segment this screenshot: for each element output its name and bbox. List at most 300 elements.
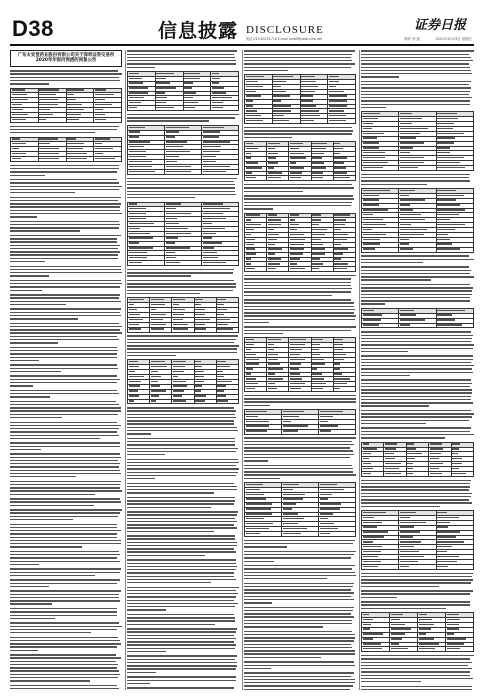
illegible-text-line (10, 618, 55, 619)
illegible-text-line (127, 590, 236, 591)
illegible-text-line (127, 600, 234, 601)
illegible-text-line (10, 685, 117, 686)
illegible-text-line (10, 509, 122, 510)
illegible-text-line (127, 511, 238, 512)
illegible-text-line (244, 672, 354, 673)
table-cell (66, 117, 94, 122)
illegible-text-line (244, 395, 356, 396)
illegible-text-line (244, 130, 353, 131)
illegible-text-line (361, 386, 470, 387)
illegible-text-line (127, 178, 237, 179)
text-paragraph (127, 687, 239, 690)
illegible-text-line (127, 120, 209, 121)
text-paragraph (127, 437, 239, 457)
illegible-text-line (127, 423, 234, 424)
illegible-text-line (244, 610, 353, 611)
illegible-text-line (361, 300, 470, 301)
table-row (362, 647, 474, 652)
illegible-text-line (127, 542, 237, 543)
illegible-text-line (361, 604, 470, 605)
illegible-text-line (127, 651, 166, 652)
illegible-text-line (244, 205, 351, 206)
table-cell (282, 429, 319, 434)
data-table (361, 111, 474, 171)
illegible-text-line (10, 77, 119, 78)
illegible-text-line (127, 417, 236, 418)
illegible-text-line (10, 425, 121, 426)
illegible-text-line (127, 492, 214, 493)
illegible-text-line (10, 83, 49, 84)
illegible-text-line (10, 132, 95, 133)
illegible-text-line (127, 462, 239, 463)
illegible-text-line (127, 286, 236, 287)
illegible-text-line (10, 516, 118, 517)
illegible-text-line (244, 333, 283, 334)
illegible-text-line (10, 527, 117, 528)
editor-credit: 制作 李 波 (404, 37, 420, 41)
illegible-text-line (127, 194, 236, 195)
illegible-text-line (10, 422, 117, 423)
illegible-text-line (127, 414, 235, 415)
table-cell (267, 176, 289, 181)
illegible-text-line (244, 398, 356, 399)
illegible-text-line (361, 177, 469, 178)
illegible-text-line (10, 530, 121, 531)
text-paragraph (10, 322, 122, 345)
illegible-text-line (10, 357, 117, 358)
illegible-text-line (10, 575, 95, 576)
illegible-text-line (10, 603, 52, 604)
illegible-text-line (127, 272, 233, 273)
text-paragraph (10, 509, 122, 522)
illegible-text-line (361, 597, 397, 598)
table-cell (282, 532, 319, 537)
table-cell (211, 106, 239, 111)
illegible-text-line (244, 650, 355, 651)
illegible-text-line (10, 210, 120, 211)
column-1-body (10, 70, 122, 690)
table-row (128, 169, 239, 174)
table-cell (328, 119, 356, 124)
illegible-text-line (127, 465, 236, 466)
illegible-text-line (361, 579, 473, 580)
text-paragraph (10, 453, 122, 479)
text-paragraph (244, 464, 356, 480)
data-table (361, 612, 474, 652)
illegible-text-line (361, 351, 408, 352)
illegible-text-line (244, 676, 351, 677)
illegible-text-line (10, 248, 118, 249)
illegible-text-line (10, 460, 118, 461)
illegible-text-line (127, 662, 237, 663)
illegible-text-line (10, 457, 121, 458)
data-table (127, 71, 239, 111)
masthead (10, 10, 474, 46)
illegible-text-line (361, 499, 469, 500)
illegible-text-line (10, 646, 117, 647)
illegible-text-line (10, 561, 120, 562)
text-paragraph (127, 482, 239, 495)
text-paragraph (10, 400, 122, 420)
illegible-text-line (10, 329, 120, 330)
illegible-text-line (10, 197, 121, 198)
illegible-text-line (127, 489, 237, 490)
text-paragraph (10, 179, 122, 195)
illegible-text-line (361, 379, 471, 380)
data-table (361, 188, 474, 253)
illegible-text-line (127, 569, 236, 570)
illegible-text-line (361, 655, 474, 656)
text-paragraph (361, 590, 474, 600)
data-table (127, 202, 239, 267)
text-paragraph (361, 601, 474, 611)
illegible-text-line (127, 587, 239, 588)
illegible-text-line (244, 665, 355, 666)
illegible-text-line (361, 383, 472, 384)
illegible-text-line (10, 512, 120, 513)
illegible-text-line (10, 438, 100, 439)
text-paragraph (244, 326, 356, 336)
text-paragraph (361, 655, 474, 684)
text-paragraph (244, 551, 356, 564)
illegible-text-line (10, 640, 120, 641)
illegible-text-line (244, 546, 287, 547)
illegible-text-line (10, 572, 120, 573)
illegible-text-line (244, 557, 351, 558)
illegible-text-line (361, 338, 472, 339)
text-paragraph (10, 636, 122, 652)
illegible-text-line (10, 375, 117, 376)
table-cell (362, 472, 384, 477)
illegible-text-line (10, 368, 118, 369)
text-paragraph (127, 50, 239, 70)
table-cell (319, 532, 356, 537)
illegible-text-line (127, 507, 211, 508)
illegible-text-line (10, 280, 121, 281)
illegible-text-line (127, 483, 234, 484)
illegible-text-line (361, 658, 470, 659)
illegible-text-line (10, 385, 33, 386)
text-paragraph (361, 284, 474, 307)
illegible-text-line (10, 326, 122, 327)
illegible-text-line (244, 647, 352, 648)
data-table (127, 125, 239, 175)
illegible-text-line (10, 637, 118, 638)
text-paragraph (244, 582, 356, 605)
illegible-text-line (10, 179, 117, 180)
illegible-text-line (244, 295, 332, 296)
illegible-text-line (10, 304, 66, 305)
illegible-text-line (10, 476, 76, 477)
illegible-text-line (361, 54, 469, 55)
illegible-text-line (10, 680, 90, 681)
illegible-text-line (361, 290, 472, 291)
illegible-text-line (10, 568, 121, 569)
text-paragraph (361, 81, 474, 110)
text-paragraph (10, 551, 122, 567)
illegible-text-line (127, 468, 239, 469)
data-table (244, 337, 356, 392)
table-cell (245, 267, 267, 272)
table-cell (429, 472, 451, 477)
illegible-text-line (127, 433, 151, 434)
illegible-text-line (127, 648, 235, 649)
text-paragraph (244, 672, 356, 690)
illegible-text-line (361, 348, 473, 349)
text-paragraph (127, 280, 239, 296)
data-table (244, 74, 356, 124)
text-paragraph (10, 480, 122, 496)
illegible-text-line (10, 70, 118, 71)
illegible-text-line (361, 60, 473, 61)
illegible-text-line (244, 478, 280, 479)
illegible-text-line (244, 626, 323, 627)
table-cell (362, 647, 390, 652)
illegible-text-line (244, 637, 355, 638)
text-paragraph (361, 331, 474, 354)
illegible-text-line (127, 641, 234, 642)
table-cell (216, 327, 238, 332)
illegible-text-line (10, 615, 117, 616)
column-3-body (244, 50, 356, 690)
illegible-text-line (10, 657, 121, 658)
illegible-text-line (361, 104, 470, 105)
table-row (245, 532, 356, 537)
illegible-text-line (244, 312, 354, 313)
table-cell (66, 157, 94, 162)
illegible-text-line (244, 682, 355, 683)
illegible-text-line (10, 540, 121, 541)
text-paragraph (10, 622, 122, 635)
illegible-text-line (244, 133, 352, 134)
illegible-text-line (127, 596, 236, 597)
illegible-text-line (244, 137, 292, 138)
data-table (244, 141, 356, 181)
table-cell (446, 647, 474, 652)
table-row (128, 261, 239, 266)
illegible-text-line (10, 579, 120, 580)
illegible-text-line (244, 282, 351, 283)
illegible-text-line (10, 407, 121, 408)
table-row (245, 267, 356, 272)
illegible-text-line (361, 434, 474, 435)
illegible-text-line (361, 73, 472, 74)
illegible-text-line (361, 375, 410, 376)
illegible-text-line (127, 563, 236, 564)
table-row (128, 399, 239, 404)
table-cell (128, 106, 156, 111)
text-paragraph (244, 299, 356, 325)
illegible-text-line (244, 285, 351, 286)
illegible-text-line (244, 54, 352, 55)
illegible-text-line (10, 379, 120, 380)
illegible-text-line (244, 468, 353, 469)
illegible-text-line (10, 481, 121, 482)
illegible-text-line (127, 114, 239, 115)
table-row (11, 117, 122, 122)
table-cell (245, 429, 282, 434)
illegible-text-line (244, 437, 356, 438)
illegible-text-line (10, 171, 117, 172)
illegible-text-line (361, 582, 471, 583)
illegible-text-line (10, 272, 122, 273)
data-table (244, 409, 356, 434)
illegible-text-line (10, 230, 80, 231)
illegible-text-line (244, 401, 356, 402)
illegible-text-line (361, 279, 431, 280)
illegible-text-line (127, 117, 235, 118)
illegible-text-line (127, 54, 234, 55)
table-cell (165, 261, 202, 266)
table-cell (11, 117, 39, 122)
text-paragraph (127, 335, 239, 358)
column-3 (244, 50, 356, 690)
table-cell (245, 532, 282, 537)
text-paragraph (10, 196, 122, 219)
illegible-text-line (244, 685, 353, 686)
illegible-text-line (10, 442, 120, 443)
table-cell (38, 117, 66, 122)
illegible-text-line (127, 438, 235, 439)
illegible-text-line (10, 417, 62, 418)
illegible-text-line (10, 470, 120, 471)
illegible-text-line (10, 643, 121, 644)
illegible-text-line (10, 312, 120, 313)
illegible-text-line (361, 392, 472, 393)
table-cell (245, 119, 273, 124)
illegible-text-line (127, 659, 235, 660)
illegible-text-line (361, 365, 474, 366)
data-table (127, 359, 239, 404)
illegible-text-line (127, 614, 234, 615)
illegible-text-line (127, 551, 236, 552)
text-paragraph (10, 608, 122, 621)
illegible-text-line (127, 518, 235, 519)
illegible-text-line (127, 687, 234, 688)
illegible-text-line (127, 500, 235, 501)
illegible-text-line (244, 592, 354, 593)
illegible-text-line (127, 454, 165, 455)
illegible-text-line (10, 318, 78, 319)
illegible-text-line (127, 566, 237, 567)
illegible-text-line (127, 448, 238, 449)
illegible-text-line (10, 594, 119, 595)
illegible-text-line (361, 259, 474, 260)
illegible-text-line (361, 270, 471, 271)
illegible-text-line (361, 506, 440, 507)
illegible-text-line (10, 168, 119, 169)
illegible-text-line (244, 441, 352, 442)
illegible-text-line (244, 620, 352, 621)
illegible-text-line (244, 57, 351, 58)
text-paragraph (244, 539, 356, 549)
illegible-text-line (244, 302, 354, 303)
table-row (362, 247, 474, 252)
illegible-text-line (244, 405, 270, 406)
illegible-text-line (10, 286, 120, 287)
illegible-text-line (127, 593, 238, 594)
illegible-text-line (361, 489, 469, 490)
illegible-text-line (244, 67, 351, 68)
illegible-text-line (127, 342, 234, 343)
illegible-text-line (127, 680, 236, 681)
illegible-text-line (10, 342, 58, 343)
illegible-text-line (361, 402, 473, 403)
illegible-text-line (361, 362, 471, 363)
illegible-text-line (10, 494, 95, 495)
illegible-text-line (244, 568, 352, 569)
illegible-text-line (244, 644, 351, 645)
illegible-text-line (127, 576, 234, 577)
illegible-text-line (10, 126, 119, 127)
illegible-text-line (244, 653, 355, 654)
newspaper-logo: 证券日报 (413, 18, 466, 33)
contact-line: 电话 010-83251716 E-mail zqrb9@zqrb.sina.net (246, 37, 322, 41)
illegible-text-line (127, 486, 237, 487)
data-table (244, 482, 356, 537)
text-paragraph (10, 364, 122, 374)
illegible-text-line (127, 352, 237, 353)
illegible-text-line (127, 665, 237, 666)
text-paragraph (127, 497, 239, 510)
text-paragraph (244, 606, 356, 629)
illegible-text-line (10, 165, 119, 166)
illegible-text-line (361, 396, 471, 397)
table-cell (436, 166, 473, 171)
illegible-text-line (244, 457, 350, 458)
table-cell (289, 387, 311, 392)
illegible-text-line (127, 548, 234, 549)
illegible-text-line (10, 632, 91, 633)
illegible-text-line (127, 63, 236, 64)
text-paragraph (10, 70, 122, 86)
illegible-text-line (244, 278, 351, 279)
illegible-text-line (10, 371, 61, 372)
table-cell (245, 387, 267, 392)
illegible-text-line (10, 221, 119, 222)
illegible-text-line (361, 586, 439, 587)
illegible-text-line (361, 97, 472, 98)
illegible-text-line (361, 70, 471, 71)
illegible-text-line (10, 200, 118, 201)
illegible-text-line (361, 416, 472, 417)
illegible-text-line (361, 668, 472, 669)
illegible-text-line (244, 589, 351, 590)
text-paragraph (127, 628, 239, 654)
illegible-text-line (10, 667, 117, 668)
illegible-text-line (127, 572, 234, 573)
illegible-text-line (10, 414, 118, 415)
table-cell (202, 261, 239, 266)
illegible-text-line (361, 573, 473, 574)
data-table (244, 213, 356, 273)
table-row (128, 106, 239, 111)
illegible-text-line (244, 640, 354, 641)
illegible-text-line (127, 191, 235, 192)
illegible-text-line (361, 671, 470, 672)
illegible-text-line (10, 323, 119, 324)
column-divider (125, 50, 126, 690)
illegible-text-line (244, 326, 356, 327)
illegible-text-line (10, 364, 117, 365)
illegible-text-line (127, 631, 236, 632)
illegible-text-line (361, 593, 470, 594)
illegible-text-line (10, 213, 122, 214)
illegible-text-line (10, 650, 38, 651)
illegible-text-line (10, 622, 119, 623)
illegible-text-line (127, 280, 234, 281)
illegible-text-line (10, 401, 116, 402)
